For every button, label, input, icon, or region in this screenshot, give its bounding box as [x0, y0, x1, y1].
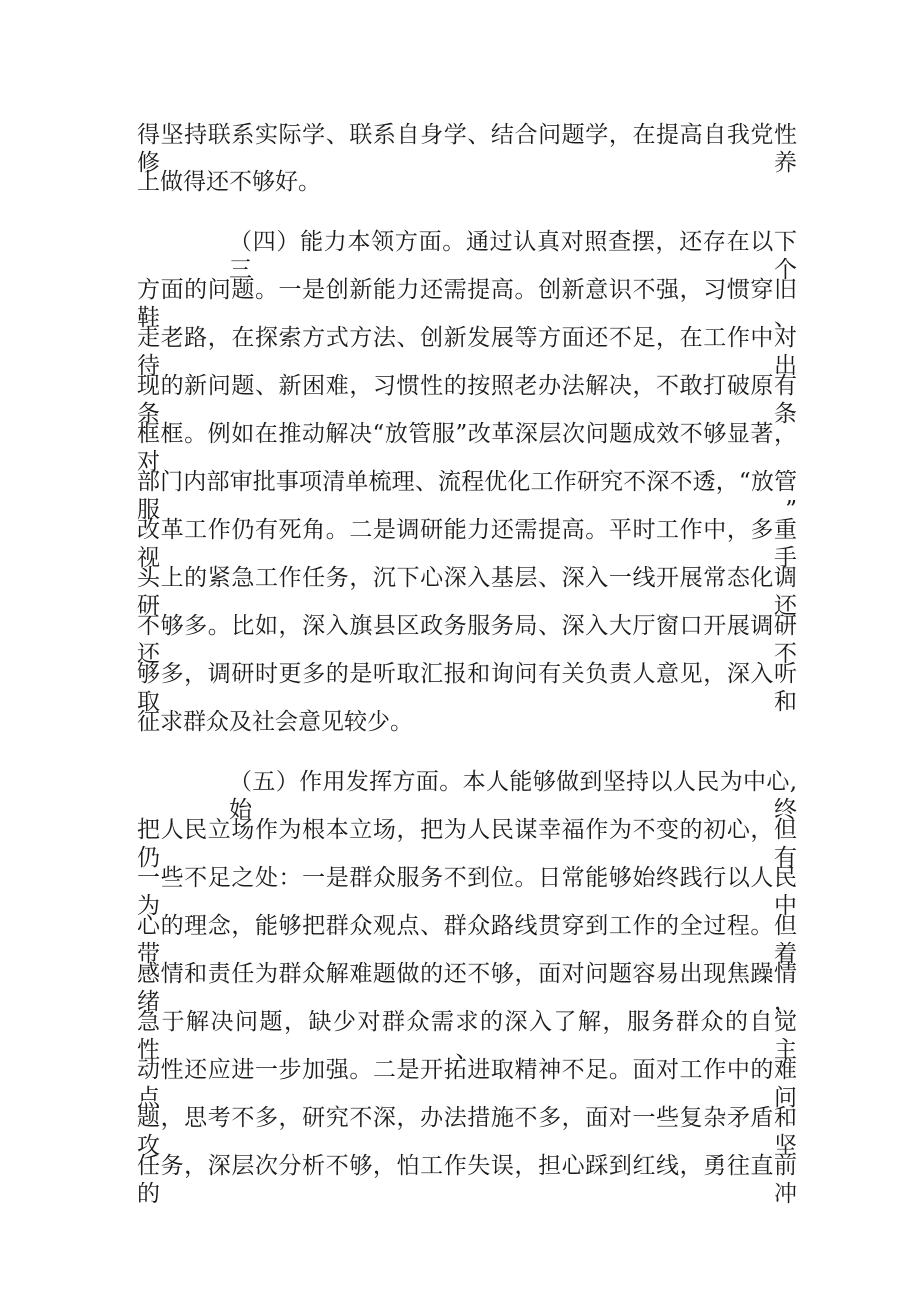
- paragraph-line: 心的理念，能够把群众观点、群众路线贯穿到工作的全过程。但带着: [137, 913, 797, 967]
- paragraph-line: 征求群众及社会意见较少。: [137, 709, 413, 735]
- paragraph-line: 走老路，在探索方式方法、创新发展等方面还不足，在工作中对待出: [137, 325, 797, 379]
- section-heading-line: （四）能力本领方面。通过认真对照查摆，还存在以下三个: [229, 229, 797, 283]
- paragraph-line: 感情和责任为群众解难题做的还不够，面对问题容易出现焦躁情绪，: [137, 961, 797, 1015]
- paragraph-line: 改革工作仍有死角。二是调研能力还需提高。平时工作中，多重视手: [137, 517, 797, 571]
- paragraph-line: 框框。例如在推动解决“放管服”改革深层次问题成效不够显著，对: [137, 421, 797, 475]
- paragraph-line: 够多，调研时更多的是听取汇报和询问有关负责人意见，深入听取和: [137, 661, 797, 715]
- paragraph-line: 方面的问题。一是创新能力还需提高。创新意识不强，习惯穿旧鞋、: [137, 277, 797, 331]
- paragraph-line: 急于解决问题，缺少对群众需求的深入了解，服务群众的自觉性、主: [137, 1009, 797, 1063]
- paragraph-line: 现的新问题、新困难，习惯性的按照老办法解决，不敢打破原有条条: [137, 373, 797, 427]
- paragraph-line: 动性还应进一步加强。二是开拓进取精神不足。面对工作中的难点问: [137, 1057, 797, 1111]
- paragraph-line: 得坚持联系实际学、联系自身学、结合问题学，在提高自我党性修养: [137, 122, 797, 176]
- section-heading-line: （五）作用发挥方面。本人能够做到坚持以人民为中心,始终: [229, 769, 797, 823]
- paragraph-line: 部门内部审批事项清单梳理、流程优化工作研究不深不透，“放管服”: [137, 469, 797, 523]
- paragraph-line: 一些不足之处：一是群众服务不到位。日常能够始终践行以人民为中: [137, 865, 797, 919]
- paragraph-line: 不够多。比如，深入旗县区政务服务局、深入大厅窗口开展调研还不: [137, 613, 797, 667]
- paragraph-line: 把人民立场作为根本立场，把为人民谋幸福作为不变的初心，但仍有: [137, 817, 797, 871]
- paragraph-line: 上做得还不够好。: [137, 169, 321, 195]
- paragraph-line: 题，思考不多，研究不深，办法措施不多，面对一些复杂矛盾和攻坚: [137, 1105, 797, 1159]
- paragraph-line: 任务，深层次分析不够，怕工作失误，担心踩到红线，勇往直前的冲: [137, 1153, 797, 1207]
- paragraph-line: 头上的紧急工作任务，沉下心深入基层、深入一线开展常态化调研还: [137, 565, 797, 619]
